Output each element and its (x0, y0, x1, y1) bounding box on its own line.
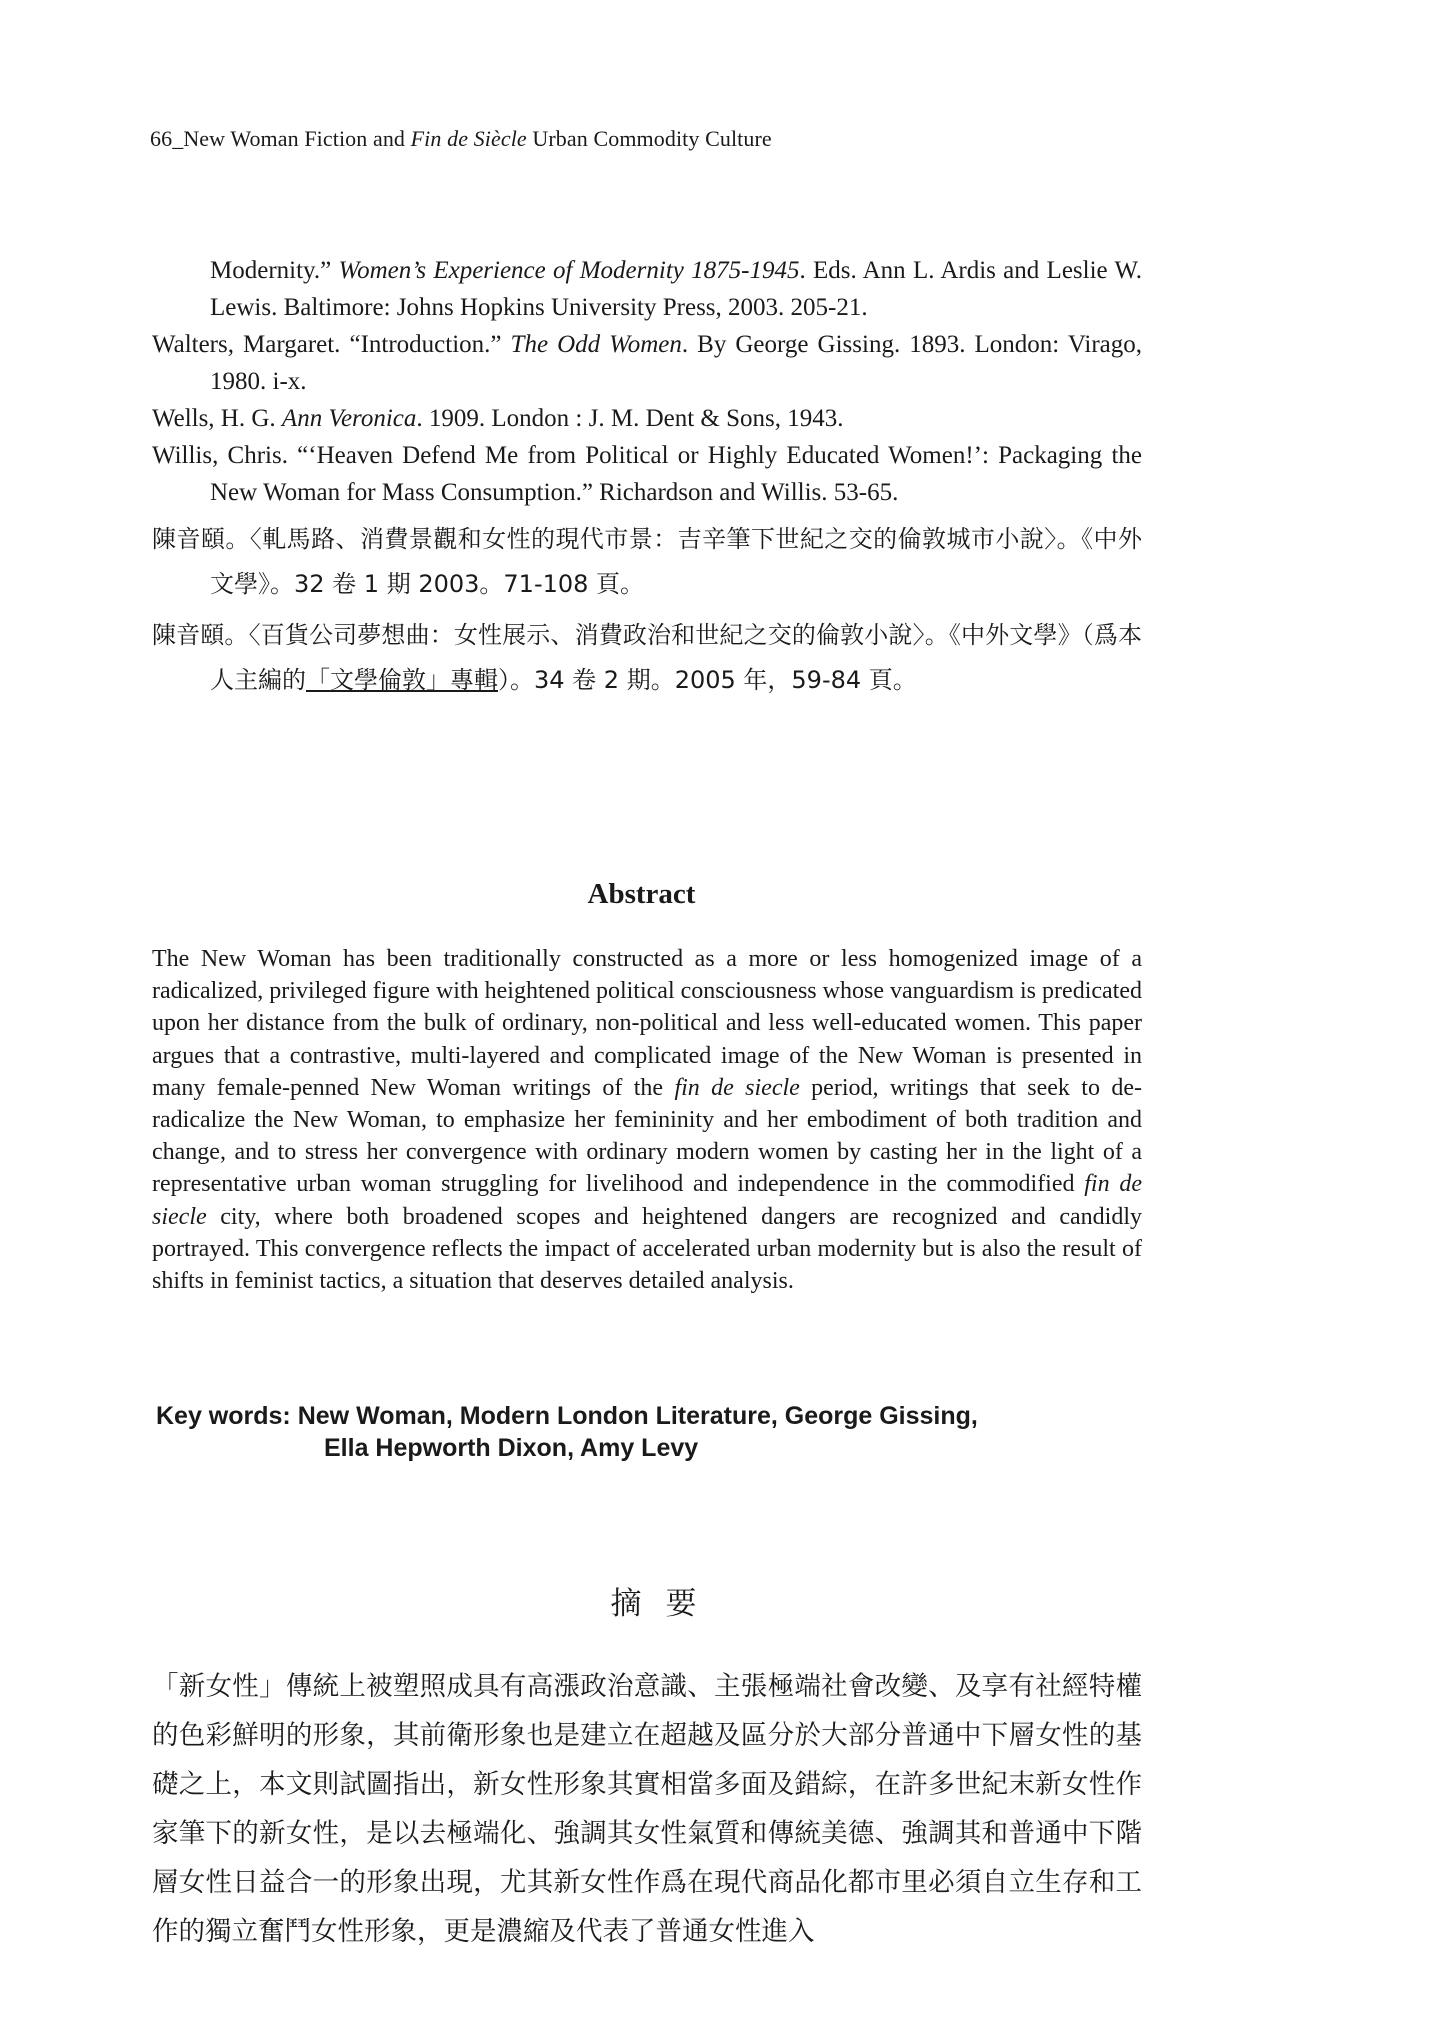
header-title-part1: New Woman Fiction and (183, 126, 411, 151)
reference-entry (152, 400, 1142, 437)
header-separator: _ (172, 126, 184, 151)
reference-entry-chinese (152, 613, 1142, 703)
reference-text: ）。34 卷 2 期。2005 年，59-84 頁。 (498, 666, 917, 694)
keywords-label: Key words: (156, 1402, 291, 1430)
works-cited-list (152, 252, 1142, 703)
abstract-italic-term: fin de siecle (674, 1074, 800, 1101)
keywords-line-1: New Woman, Modern London Literature, George Gissing, (297, 1402, 978, 1430)
reference-title: Women’s Experience of Modernity 1875-1945 (338, 257, 800, 284)
header-title-part2: Urban Commodity Culture (526, 126, 772, 151)
reference-entry (152, 326, 1142, 400)
reference-text: Willis, Chris. “‘Heaven Defend Me from Political or Highly Educated Women!’: Packaging the New Woman for Mass Consumption.” Richardson and Willis. 53-65. (152, 442, 1142, 506)
abstract-text: city, where both broadened scopes and heightened dangers are recognized and candidly portrayed. This convergence reflects the impact of accelerated urban modernity but is also the result of shifts in feminist tactics, a situation that deserves detailed analysis. (152, 1203, 1142, 1295)
reference-text: 陳音頤。〈百貨公司夢想曲：女性展示、消費政治和世紀之交的倫敦小說〉。《中外文學》（爲本人主編的 (152, 621, 1142, 694)
reference-text: . 1909. London : J. M. Dent & Sons, 1943. (416, 405, 844, 432)
keywords-block (156, 1400, 1146, 1464)
reference-text: Modernity.” (210, 257, 339, 284)
reference-text: . Eds. Ann L. Ardis and Leslie W. Lewis. Baltimore: Johns Hopkins University Press, 2003. 205-21. (210, 257, 1142, 321)
reference-entry (152, 437, 1142, 511)
keywords-line-2: Ella Hepworth Dixon, Amy Levy (324, 1434, 699, 1462)
abstract-body (152, 943, 1142, 1297)
chinese-abstract-heading: 摘要 (610, 1586, 721, 1622)
reference-text: . By George Gissing. 1893. London: Virago, 1980. i-x. (210, 331, 1142, 395)
abstract-italic-term: fin de siecle (152, 1171, 1142, 1230)
abstract-text: period, writings that seek to de-radicalize the New Woman, to emphasize her femininity and her embodiment of both tradition and change, and to stress her convergence with ordinary modern women by casting her in the light of a representative urban woman struggling for livelihood and independence in the commodified (152, 1074, 1142, 1198)
reference-title: Ann Veronica (281, 405, 417, 432)
running-header (150, 126, 772, 152)
reference-text: Walters, Margaret. “Introduction.” (152, 331, 511, 358)
page-number: 66 (150, 126, 173, 151)
abstract-text: The New Woman has been traditionally constructed as a more or less homogenized image of a radicalized, privileged figure with heightened political consciousness whose vanguardism is predicated upon her distance from the bulk of ordinary, non-political and less well-educated women. This paper argues that a contrastive, multi-layered and complicated image of the New Woman is presented in many female-penned New Woman writings of the (152, 946, 1142, 1101)
header-title-italic: Fin de Siècle (410, 126, 527, 151)
reference-text: 陳音頤。〈軋馬路、消費景觀和女性的現代市景：吉辛筆下世紀之交的倫敦城市小說〉。《中外文學》。32 卷 1 期 2003。71-108 頁。 (152, 525, 1142, 598)
chinese-abstract-body: 「新女性」傳統上被塑照成具有高漲政治意識、主張極端社會改變、及享有社經特權的色彩鮮明的形象，其前衛形象也是建立在超越及區分於大部分普通中下層女性的基礎之上，本文則試圖指出，新女性形象其實相當多面及錯綜，在許多世紀末新女性作家筆下的新女性，是以去極端化、強調其女性氣質和傳統美德、強調其和普通中下階層女性日益合一的形象出現，尤其新女性作爲在現代商品化都市里必須自立生存和工作的獨立奮鬥女性形象，更是濃縮及代表了普通女性進入 (152, 1671, 1142, 1947)
reference-entry-chinese (152, 517, 1142, 607)
reference-text: Wells, H. G. (152, 405, 282, 432)
reference-title: The Odd Women (510, 331, 682, 358)
reference-entry (152, 252, 1142, 326)
reference-underlined-text: 「文學倫敦」專輯 (306, 666, 498, 694)
abstract-heading: Abstract (587, 878, 696, 910)
